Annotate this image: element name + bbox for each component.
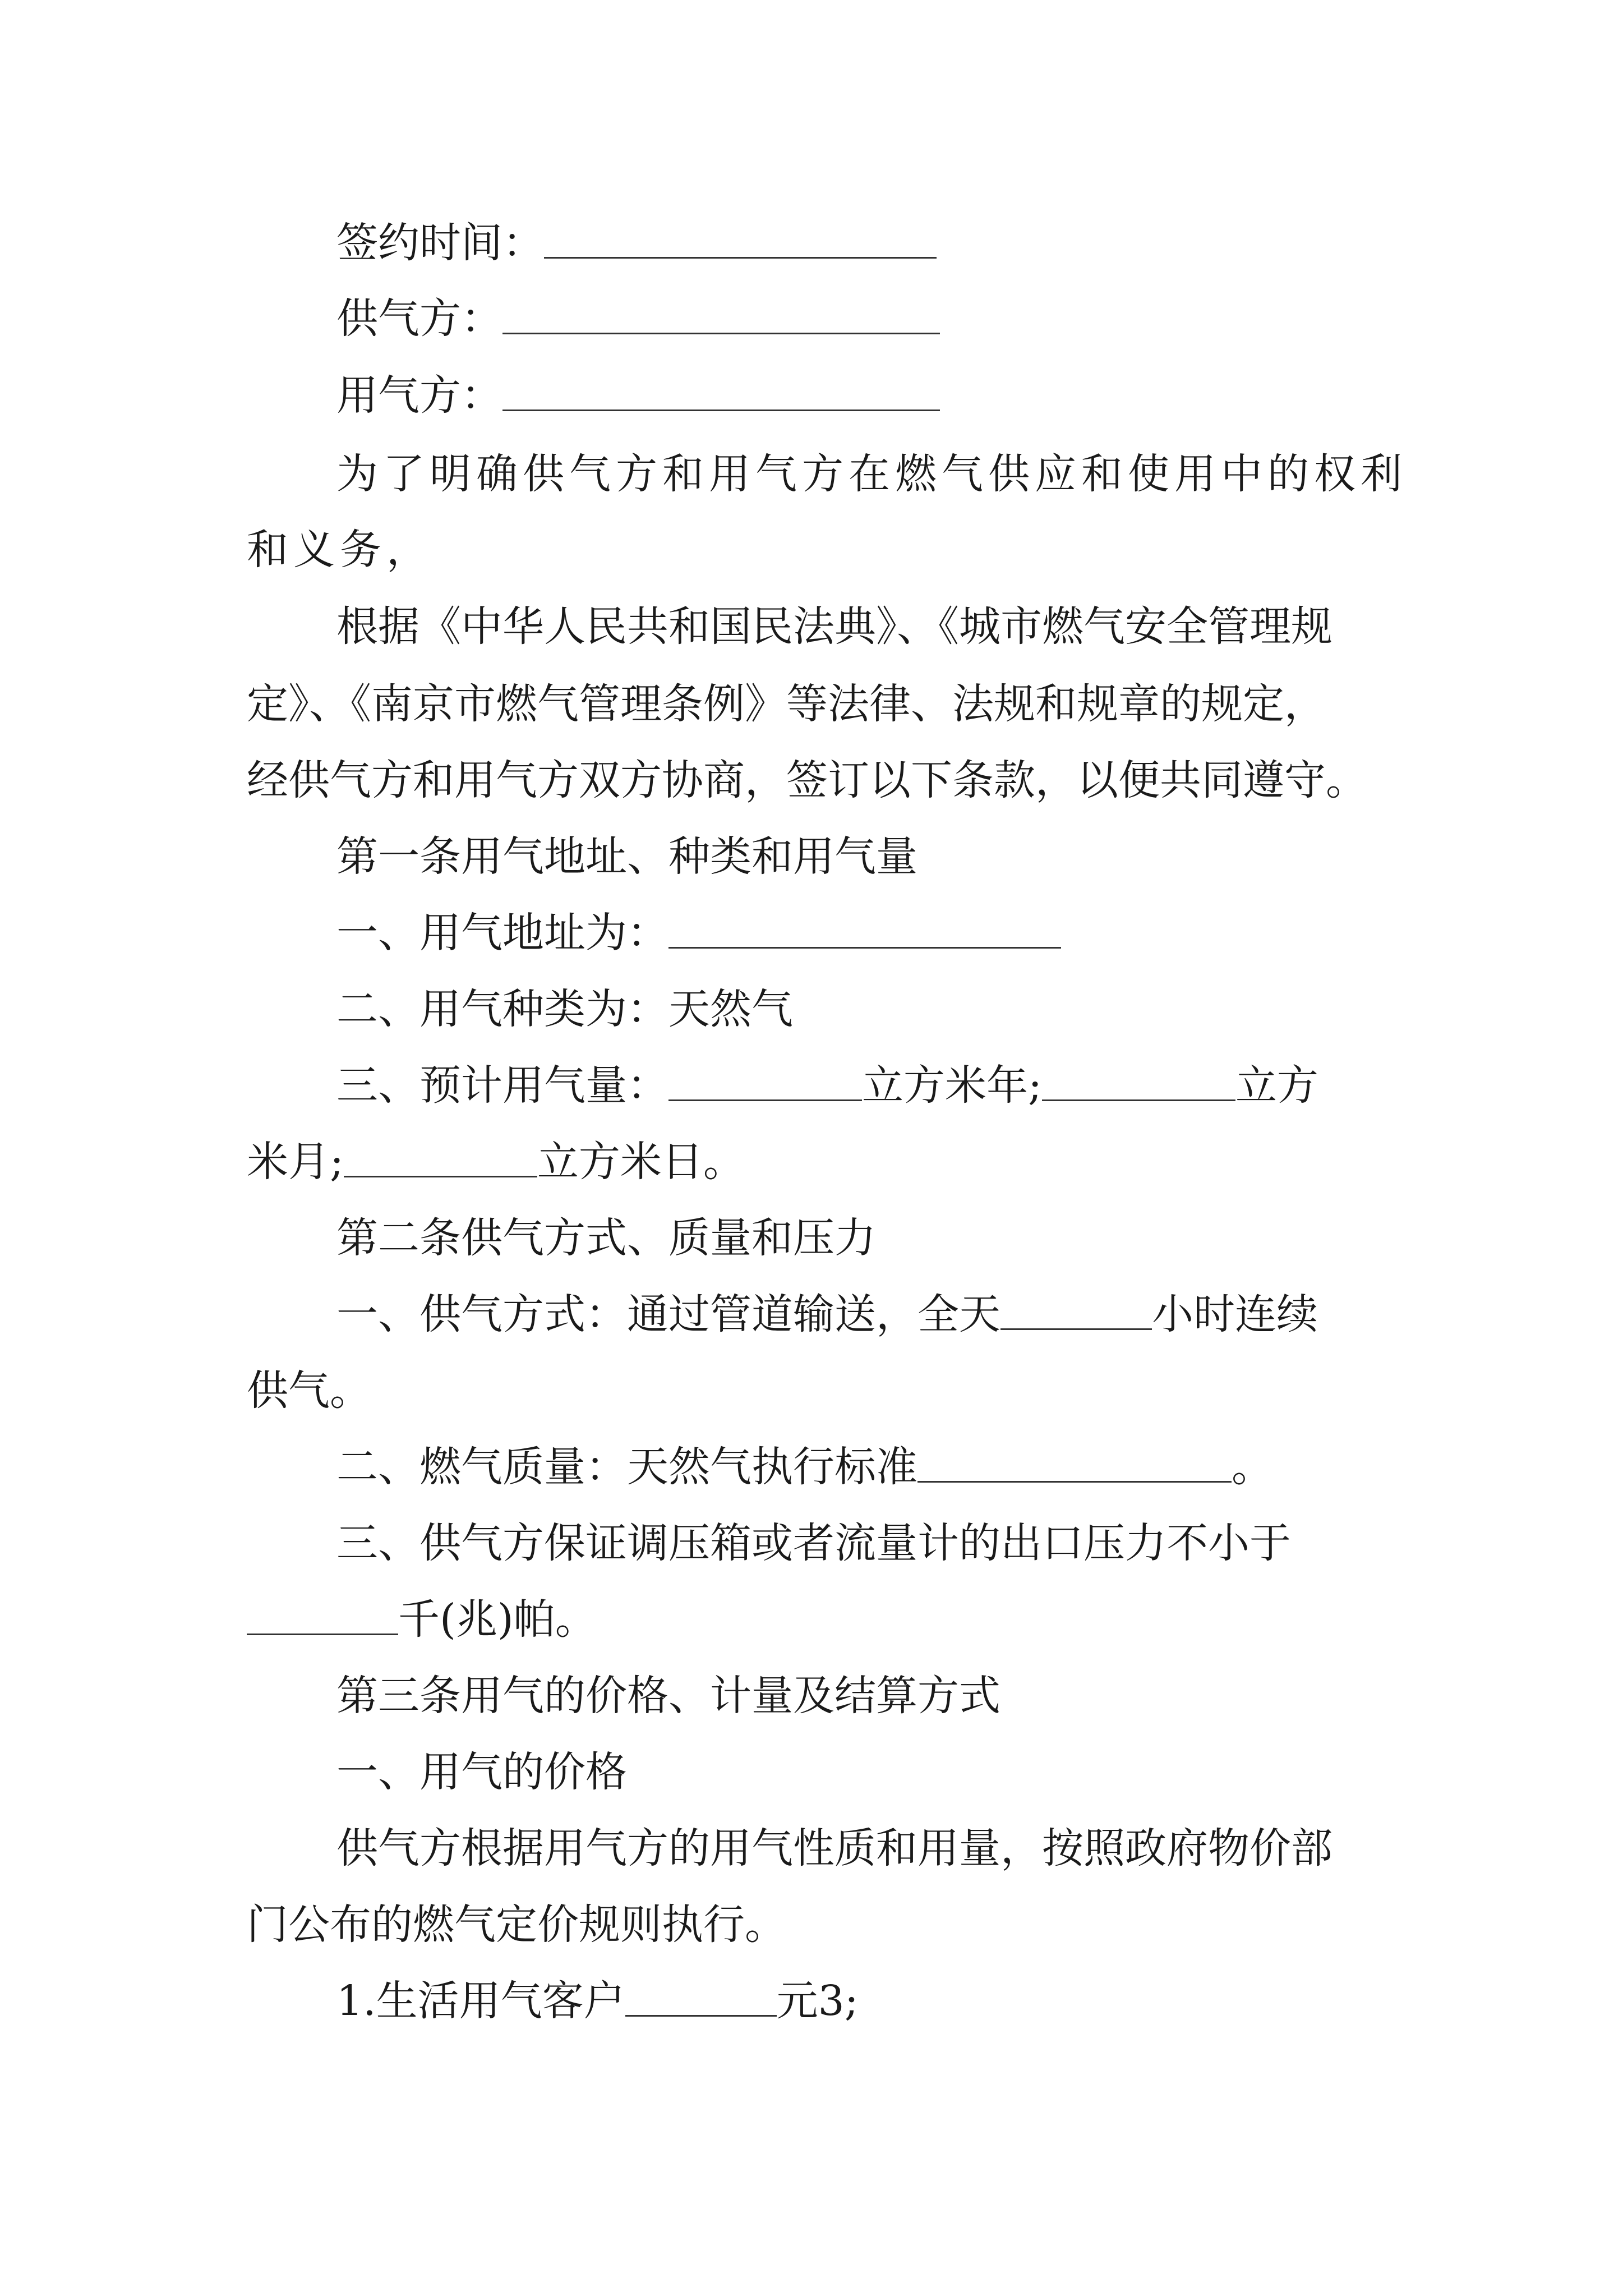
estimated-usage-label: 三、预计用气量：	[336, 1061, 668, 1110]
gas-type-line	[336, 984, 793, 1034]
supply-method-line-2	[247, 1365, 371, 1416]
consumer-field	[336, 370, 940, 421]
article-2-title: 第二条供气方式、质量和压力	[336, 1214, 876, 1262]
pricing-text: 门公布的燃气定价规则执行。	[247, 1901, 786, 1949]
basis-text: 定》、《南京市燃气管理条例》等法律、法规和规章的规定，	[247, 680, 1326, 728]
signing-time-label: 签约时间：	[336, 219, 544, 267]
signing-time-blank[interactable]	[544, 218, 937, 259]
basis-text: 根据《中华人民共和国民法典》、《城市燃气安全管理规	[336, 602, 1332, 651]
pricing-text: 供气方根据用气方的用气性质和用量，按照政府物价部	[336, 1824, 1332, 1872]
article-3-heading	[336, 1671, 1000, 1721]
yearly-unit: 立方米年;	[862, 1061, 1042, 1110]
intro-paragraph-line-1	[336, 449, 1407, 499]
supplier-blank[interactable]	[502, 293, 940, 334]
intro-text: 为了明确供气方和用气方在燃气供应和使用中的权利	[336, 450, 1407, 498]
daily-hours-blank[interactable]	[1000, 1289, 1152, 1330]
usage-address-field	[336, 908, 1061, 958]
supply-method-suffix: 小时连续	[1152, 1290, 1318, 1338]
pressure-value-blank[interactable]	[247, 1594, 398, 1635]
intro-paragraph-line-2	[247, 524, 433, 575]
gas-quality-label: 二、燃气质量：天然气执行标准	[336, 1443, 917, 1491]
monthly-volume-blank[interactable]	[1042, 1060, 1235, 1101]
usage-address-label: 一、用气地址为：	[336, 909, 668, 957]
article-1-heading	[336, 831, 917, 882]
yearly-volume-blank[interactable]	[668, 1060, 862, 1101]
monthly-unit-part-a: 立方	[1235, 1061, 1318, 1110]
basis-paragraph-line-2	[247, 679, 1326, 729]
residential-price-blank[interactable]	[625, 1976, 777, 2017]
article-3-title: 第三条用气的价格、计量及结算方式	[336, 1672, 1000, 1720]
basis-paragraph-line-1	[336, 601, 1332, 652]
pressure-line-1	[336, 1518, 1291, 1568]
gas-quality-suffix: 。	[1232, 1443, 1273, 1491]
estimated-usage-line-1	[336, 1060, 1380, 1111]
residential-price-unit: 元3;	[776, 1977, 859, 2025]
supply-method-end: 供气。	[247, 1366, 371, 1415]
gas-quality-line	[336, 1442, 1273, 1492]
quality-standard-blank[interactable]	[917, 1442, 1232, 1483]
consumer-blank[interactable]	[502, 370, 940, 411]
pressure-line-2	[247, 1594, 597, 1645]
usage-address-blank[interactable]	[668, 908, 1061, 949]
signing-time-field	[336, 218, 937, 268]
pricing-paragraph-line-1	[336, 1823, 1332, 1874]
pressure-text: 三、供气方保证调压箱或者流量计的出口压力不小于	[336, 1519, 1291, 1567]
supply-method-line-1	[336, 1289, 1380, 1340]
pressure-unit: 千(兆)帕。	[398, 1595, 597, 1644]
gas-type-text: 二、用气种类为：天然气	[336, 985, 793, 1033]
basis-text: 经供气方和用气方双方协商，签订以下条款，以便共同遵守。	[247, 756, 1367, 804]
intro-text: 和义务，	[247, 526, 433, 574]
consumer-label: 用气方：	[336, 371, 502, 420]
supplier-label: 供气方：	[336, 295, 502, 343]
daily-volume-blank[interactable]	[344, 1137, 537, 1177]
residential-price-label: 1.生活用气客户	[336, 1977, 625, 2025]
residential-price-line	[336, 1976, 859, 2026]
monthly-unit-part-b: 米月;	[247, 1138, 344, 1186]
price-subheading	[336, 1747, 627, 1797]
basis-paragraph-line-3	[247, 755, 1367, 806]
price-subheading-text: 一、用气的价格	[336, 1748, 627, 1796]
article-1-title: 第一条用气地址、种类和用气量	[336, 832, 917, 881]
estimated-usage-line-2	[247, 1137, 745, 1187]
pricing-paragraph-line-2	[247, 1899, 786, 1950]
daily-unit: 立方米日。	[537, 1138, 745, 1186]
supply-method-label: 一、供气方式：通过管道输送，全天	[336, 1290, 1000, 1338]
article-2-heading	[336, 1213, 876, 1263]
supplier-field	[336, 293, 940, 344]
